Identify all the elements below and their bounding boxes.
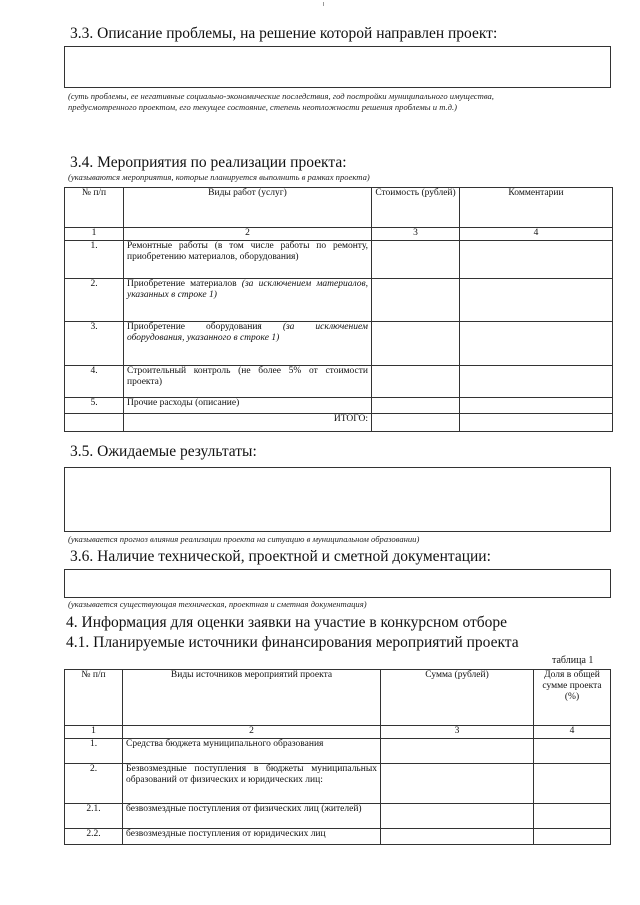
section-3-3-note-line-1: (суть проблемы, ее негативные социально-экономические последствия, год постройки муниципального имущества,	[68, 91, 494, 101]
sum-cell[interactable]	[381, 739, 534, 764]
total-empty-cell	[65, 414, 124, 432]
funding-sources-table	[64, 669, 611, 845]
section-3-3-heading: 3.3. Описание проблемы, на решение которой направлен проект:	[70, 25, 498, 42]
row-num: 2.2.	[65, 829, 123, 845]
section-4-1-heading: 4.1. Планируемые источники финансирования мероприятий проекта	[66, 634, 519, 651]
row-num: 2.	[65, 764, 123, 804]
header-cost: Стоимость (рублей)	[372, 188, 460, 228]
colnum-2: 2	[124, 228, 372, 241]
row-text: безвозмездные поступления от физических лиц (жителей)	[123, 804, 381, 829]
documentation-field[interactable]	[64, 569, 611, 598]
colnum-3: 3	[381, 726, 534, 739]
table-row	[65, 322, 613, 366]
table-row	[65, 241, 613, 279]
header-num: № п/п	[65, 188, 124, 228]
table-caption: таблица 1	[552, 655, 594, 666]
activities-header-row	[65, 188, 613, 228]
row-num: 5.	[65, 398, 124, 414]
section-3-3-note-line-2: предусмотренного проектом, его текущее состояние, степень неотложности решения проблемы и т.д.)	[68, 102, 458, 112]
header-work-types: Виды работ (услуг)	[124, 188, 372, 228]
row-num: 1.	[65, 241, 124, 279]
section-3-3-note	[68, 91, 613, 113]
row-num: 4.	[65, 366, 124, 398]
comment-cell[interactable]	[460, 279, 613, 322]
row-num: 2.1.	[65, 804, 123, 829]
section-3-6-heading: 3.6. Наличие технической, проектной и сметной документации:	[70, 548, 491, 565]
total-comment-cell[interactable]	[460, 414, 613, 432]
header-share: Доля в общей сумме проекта (%)	[534, 670, 611, 726]
table-row	[65, 764, 611, 804]
row-text: Безвозмездные поступления в бюджеты муниципальных образований от физических и юридических лиц:	[123, 764, 381, 804]
header-source-types: Виды источников мероприятий проекта	[123, 670, 381, 726]
comment-cell[interactable]	[460, 322, 613, 366]
table-row	[65, 279, 613, 322]
row-text-cell	[124, 279, 372, 322]
cost-cell[interactable]	[372, 366, 460, 398]
row-text: Приобретение материалов	[127, 279, 237, 289]
comment-cell[interactable]	[460, 398, 613, 414]
section-3-6-note: (указывается существующая техническая, проектная и сметная документация)	[68, 599, 367, 609]
row-text: безвозмездные поступления от юридических лиц	[123, 829, 381, 845]
colnum-1: 1	[65, 726, 123, 739]
header-sum: Сумма (рублей)	[381, 670, 534, 726]
sum-cell[interactable]	[381, 804, 534, 829]
row-num: 2.	[65, 279, 124, 322]
colnum-3: 3	[372, 228, 460, 241]
page-tick-mark	[323, 2, 324, 6]
funding-colnum-row	[65, 726, 611, 739]
comment-cell[interactable]	[460, 241, 613, 279]
sum-cell[interactable]	[381, 829, 534, 845]
table-row	[65, 398, 613, 414]
share-cell[interactable]	[534, 829, 611, 845]
row-text: Приобретение оборудования	[127, 322, 262, 332]
activities-colnum-row	[65, 228, 613, 241]
section-3-4-heading: 3.4. Мероприятия по реализации проекта:	[70, 154, 347, 171]
section-3-5-note: (указывается прогноз влияния реализации проекта на ситуацию в муниципальном образовании)	[68, 534, 420, 544]
table-row	[65, 829, 611, 845]
header-num: № п/п	[65, 670, 123, 726]
sum-cell[interactable]	[381, 764, 534, 804]
cost-cell[interactable]	[372, 241, 460, 279]
colnum-4: 4	[460, 228, 613, 241]
total-cost-cell[interactable]	[372, 414, 460, 432]
funding-header-row	[65, 670, 611, 726]
header-comments: Комментарии	[460, 188, 613, 228]
row-num: 3.	[65, 322, 124, 366]
colnum-1: 1	[65, 228, 124, 241]
share-cell[interactable]	[534, 739, 611, 764]
comment-cell[interactable]	[460, 366, 613, 398]
row-text: Ремонтные работы (в том числе работы по ремонту, приобретению материалов, оборудования)	[124, 241, 372, 279]
row-italic-text: (за исключением материалов, указанных в строке 1)	[127, 279, 368, 300]
row-italic-text: (за исключением оборудования, указанного в строке 1)	[127, 322, 368, 343]
section-4-heading: 4. Информация для оценки заявки на участие в конкурсном отборе	[66, 614, 508, 631]
total-row	[65, 414, 613, 432]
problem-description-field[interactable]	[64, 46, 611, 88]
row-text: Прочие расходы (описание)	[124, 398, 372, 414]
cost-cell[interactable]	[372, 398, 460, 414]
section-3-5-heading: 3.5. Ожидаемые результаты:	[70, 443, 257, 460]
cost-cell[interactable]	[372, 279, 460, 322]
share-cell[interactable]	[534, 804, 611, 829]
table-row	[65, 366, 613, 398]
row-num: 1.	[65, 739, 123, 764]
table-row	[65, 804, 611, 829]
total-label: ИТОГО:	[124, 414, 372, 432]
row-text: Строительный контроль (не более 5% от стоимости проекта)	[124, 366, 372, 398]
table-row	[65, 739, 611, 764]
activities-table	[64, 187, 613, 432]
colnum-2: 2	[123, 726, 381, 739]
cost-cell[interactable]	[372, 322, 460, 366]
share-cell[interactable]	[534, 764, 611, 804]
row-text: Средства бюджета муниципального образования	[123, 739, 381, 764]
section-3-4-note: (указываются мероприятия, которые планируется выполнить в рамках проекта)	[68, 172, 370, 182]
expected-results-field[interactable]	[64, 467, 611, 532]
colnum-4: 4	[534, 726, 611, 739]
row-text-cell	[124, 322, 372, 366]
